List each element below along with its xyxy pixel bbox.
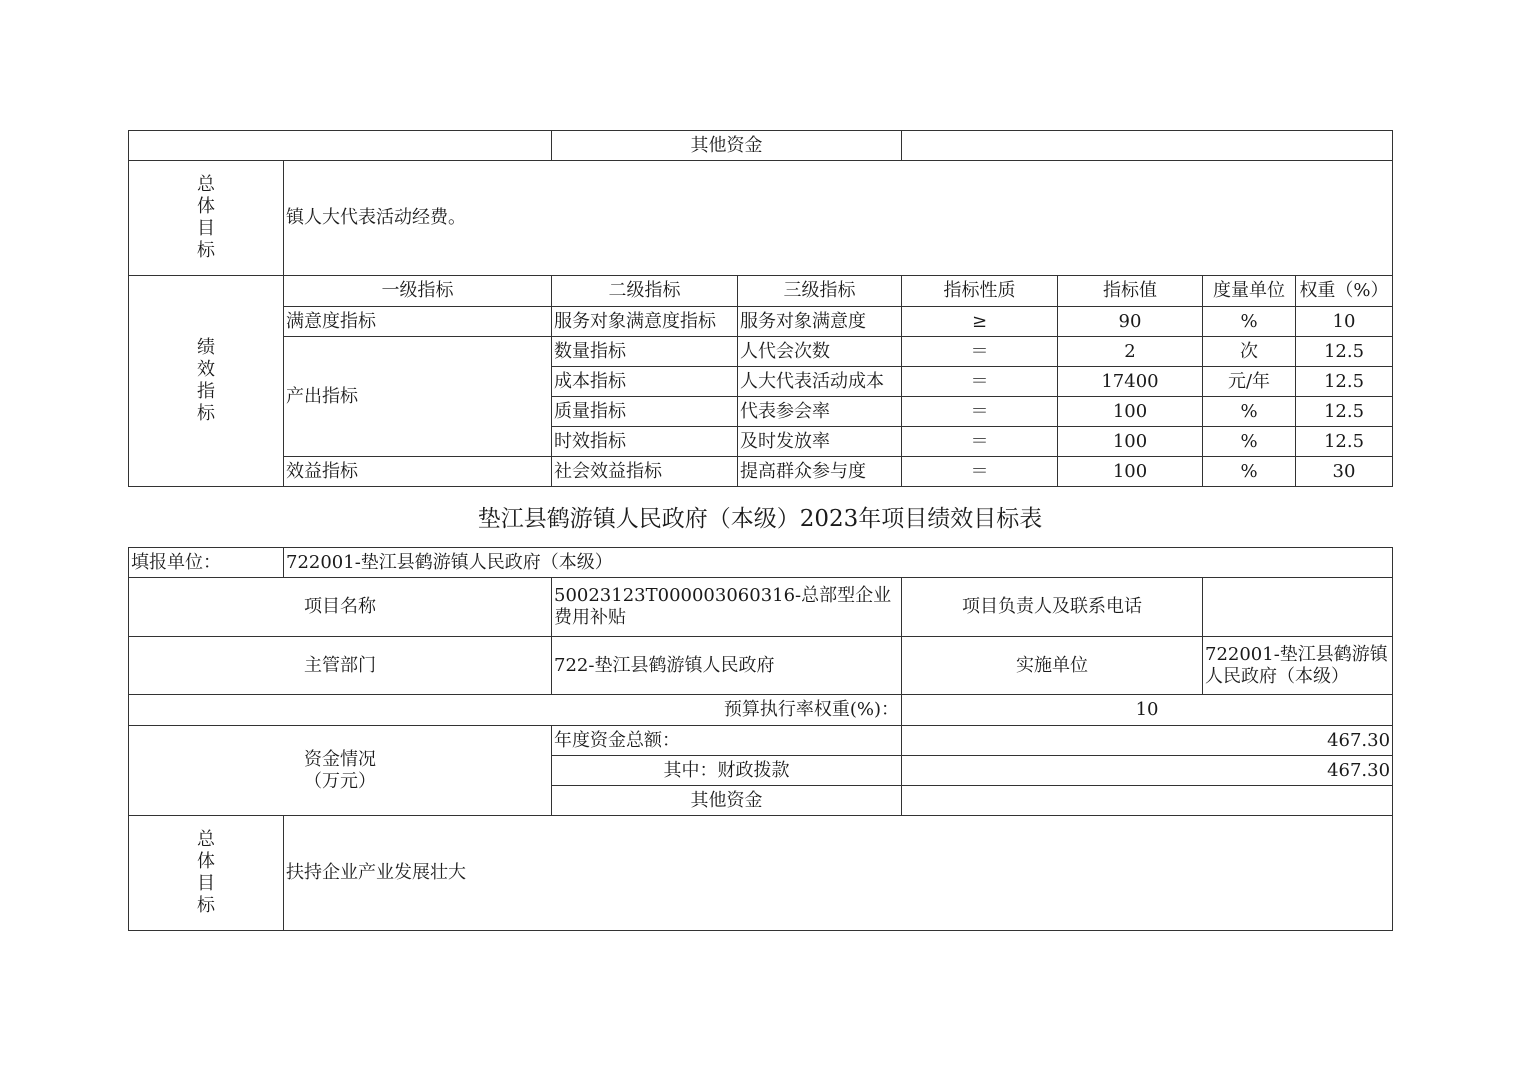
level2-cell: 质量指标 xyxy=(552,397,738,427)
level2-cell: 数量指标 xyxy=(552,337,738,367)
table-row xyxy=(129,457,1393,487)
other-funds-value xyxy=(902,131,1393,161)
weight-cell: 12.5 xyxy=(1296,427,1393,457)
header-weight: 权重（%） xyxy=(1296,276,1393,307)
level2-cell: 时效指标 xyxy=(552,427,738,457)
header-value: 指标值 xyxy=(1058,276,1203,307)
blank-cell xyxy=(129,131,552,161)
value-cell: 100 xyxy=(1058,457,1203,487)
other-funds-value xyxy=(902,786,1393,816)
fill-unit-value: 722001-垫江县鹤游镇人民政府（本级） xyxy=(284,548,1393,578)
overall-goal-text: 扶持企业产业发展壮大 xyxy=(284,816,1393,931)
level1-cell: 产出指标 xyxy=(284,337,552,457)
other-funds-label: 其他资金 xyxy=(552,786,902,816)
weight-cell: 12.5 xyxy=(1296,367,1393,397)
weight-cell: 12.5 xyxy=(1296,337,1393,367)
nature-cell: ＝ xyxy=(902,457,1058,487)
header-level1: 一级指标 xyxy=(284,276,552,307)
value-cell: 17400 xyxy=(1058,367,1203,397)
performance-indicator-label: 绩 效 指 标 xyxy=(129,276,284,487)
dept-value: 722-垫江县鹤游镇人民政府 xyxy=(552,637,902,695)
overall-goal-label: 总 体 目 标 xyxy=(129,816,284,931)
value-cell: 100 xyxy=(1058,427,1203,457)
fiscal-value: 467.30 xyxy=(902,756,1393,786)
nature-cell: ＝ xyxy=(902,367,1058,397)
table-row xyxy=(129,337,1393,367)
other-funds-label: 其他资金 xyxy=(552,131,902,161)
unit-cell: % xyxy=(1203,427,1296,457)
nature-cell: ＝ xyxy=(902,337,1058,367)
level1-cell: 满意度指标 xyxy=(284,307,552,337)
dept-label: 主管部门 xyxy=(129,637,552,695)
page-title: 垫江县鹤游镇人民政府（本级）2023年项目绩效目标表 xyxy=(477,506,1043,532)
impl-label: 实施单位 xyxy=(902,637,1203,695)
header-level3: 三级指标 xyxy=(738,276,902,307)
budget-rate-label: 预算执行率权重(%)： xyxy=(129,695,902,726)
impl-value: 722001-垫江县鹤游镇人民政府（本级） xyxy=(1203,637,1393,695)
level3-cell: 服务对象满意度 xyxy=(738,307,902,337)
weight-cell: 12.5 xyxy=(1296,397,1393,427)
value-cell: 90 xyxy=(1058,307,1203,337)
weight-cell: 30 xyxy=(1296,457,1393,487)
unit-cell: % xyxy=(1203,397,1296,427)
level2-cell: 成本指标 xyxy=(552,367,738,397)
contact-label: 项目负责人及联系电话 xyxy=(902,578,1203,637)
nature-cell: ＝ xyxy=(902,427,1058,457)
budget-rate-value: 10 xyxy=(902,695,1393,726)
project-name-value: 50023123T000003060316-总部型企业费用补贴 xyxy=(552,578,902,637)
unit-cell: % xyxy=(1203,307,1296,337)
contact-value xyxy=(1203,578,1393,637)
header-unit: 度量单位 xyxy=(1203,276,1296,307)
value-cell: 100 xyxy=(1058,397,1203,427)
annual-total-value: 467.30 xyxy=(902,726,1393,756)
level3-cell: 人大代表活动成本 xyxy=(738,367,902,397)
table-row xyxy=(129,307,1393,337)
level1-cell: 效益指标 xyxy=(284,457,552,487)
performance-table-bottom xyxy=(128,547,1393,931)
unit-cell: 次 xyxy=(1203,337,1296,367)
level3-cell: 及时发放率 xyxy=(738,427,902,457)
level3-cell: 提高群众参与度 xyxy=(738,457,902,487)
performance-table-top xyxy=(128,130,1393,487)
level2-cell: 社会效益指标 xyxy=(552,457,738,487)
nature-cell: ≥ xyxy=(902,307,1058,337)
annual-total-label: 年度资金总额： xyxy=(552,726,902,756)
fiscal-label: 其中：财政拨款 xyxy=(552,756,902,786)
weight-cell: 10 xyxy=(1296,307,1393,337)
header-nature: 指标性质 xyxy=(902,276,1058,307)
header-level2: 二级指标 xyxy=(552,276,738,307)
funds-label: 资金情况 （万元） xyxy=(129,726,552,816)
overall-goal-label: 总 体 目 标 xyxy=(129,161,284,276)
value-cell: 2 xyxy=(1058,337,1203,367)
unit-cell: % xyxy=(1203,457,1296,487)
project-name-label: 项目名称 xyxy=(129,578,552,637)
level3-cell: 代表参会率 xyxy=(738,397,902,427)
nature-cell: ＝ xyxy=(902,397,1058,427)
unit-cell: 元/年 xyxy=(1203,367,1296,397)
level3-cell: 人代会次数 xyxy=(738,337,902,367)
fill-unit-label: 填报单位： xyxy=(129,548,284,578)
overall-goal-text: 镇人大代表活动经费。 xyxy=(284,161,1393,276)
level2-cell: 服务对象满意度指标 xyxy=(552,307,738,337)
